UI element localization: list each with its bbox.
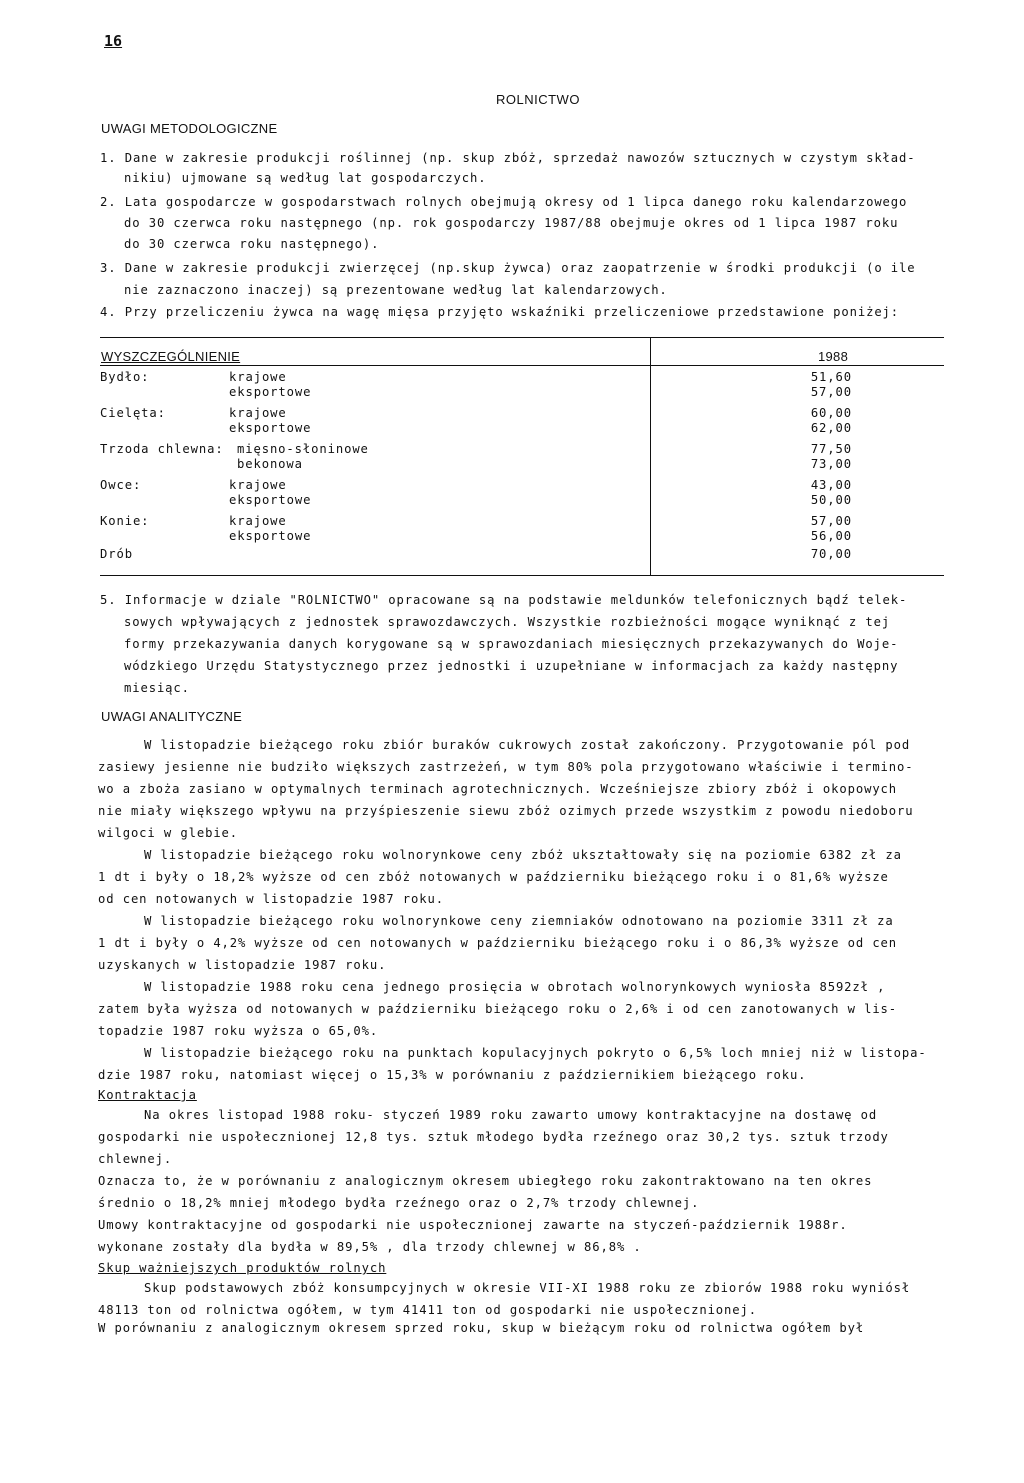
analysis-line: od cen notowanych w listopadzie 1987 roku. — [98, 892, 444, 906]
table-row-subcategory: eksportowe — [229, 421, 312, 435]
table-row-subcategory: krajowe — [229, 478, 287, 492]
table-row-value: 43,00 — [810, 478, 852, 492]
contracting-heading: Kontraktacja — [98, 1088, 197, 1102]
table-row-value: 57,00 — [810, 385, 852, 399]
methodology-line: nikiu) ujmowane są według lat gospodarczych. — [124, 171, 487, 185]
analytical-heading: UWAGI ANALITYCZNE — [101, 709, 243, 724]
table-row-value: 56,00 — [810, 529, 852, 543]
analysis-line: topadzie 1987 roku wyższa o 65,0%. — [98, 1024, 379, 1038]
section-title: ROLNICTWO — [496, 92, 580, 107]
table-row-subcategory: krajowe — [229, 406, 287, 420]
table-row-subcategory: eksportowe — [229, 493, 312, 507]
analysis-line: zatem była wyższa od notowanych w październiku bieżącego roku o 2,6% i od cen zanotowanych w lis- — [98, 1002, 898, 1016]
methodology-heading: UWAGI METODOLOGICZNE — [101, 121, 278, 136]
analysis-line: wilgoci w glebie. — [98, 826, 239, 840]
table-row-value: 77,50 — [810, 442, 852, 456]
purchase-line: W porównaniu z analogicznym okresem sprzed roku, skup w bieżącym roku od rolnictwa ogółem był — [98, 1321, 865, 1335]
analysis-line: 1 dt i były o 18,2% wyższe od cen zbóż notowanych w październiku bieżącego roku i o 81,6% wyższe — [98, 870, 889, 884]
table-row-value: 62,00 — [810, 421, 852, 435]
table-row-category: Bydło: — [100, 370, 150, 384]
methodology-line: 4. Przy przeliczeniu żywca na wagę mięsa przyjęto wskaźniki przeliczeniowe przedstawione poniżej: — [100, 305, 900, 319]
table-row-value: 73,00 — [810, 457, 852, 471]
table-row-value: 70,00 — [810, 547, 852, 561]
table-row-subcategory: eksportowe — [229, 529, 312, 543]
contracting-line: Umowy kontraktacyjne od gospodarki nie uspołecznionej zawarte na styczeń-październik 1988r. — [98, 1218, 848, 1232]
analysis-line: uzyskanych w listopadzie 1987 roku. — [98, 958, 387, 972]
contracting-line: Na okres listopad 1988 roku- styczeń 1989 roku zawarto umowy kontraktacyjne na dostawę od — [144, 1108, 878, 1122]
table-header-label: WYSZCZEGÓLNIENIE — [101, 349, 241, 364]
table-row-subcategory: bekonowa — [237, 457, 303, 471]
analysis-line: W listopadzie bieżącego roku wolnorynkowe ceny zbóż ukształtowały się na poziomie 6382 zł za — [144, 848, 902, 862]
table-bottom-rule — [100, 575, 944, 576]
note-line: wódzkiego Urzędu Statystycznego przez jednostki i uzupełniane w informacjach za każdy następny — [124, 659, 899, 673]
methodology-line: 3. Dane w zakresie produkcji zwierzęcej (np.skup żywca) oraz zaopatrzenie w środki produkcji (o ile — [100, 261, 916, 275]
table-row-category: Cielęta: — [100, 406, 166, 420]
note-line: formy przekazywania danych korygowane są w sprawozdaniach miesięcznych przekazywanych do Woje- — [124, 637, 899, 651]
table-row-category: Owce: — [100, 478, 142, 492]
table-row-category: Drób — [100, 547, 133, 561]
analysis-line: 1 dt i były o 4,2% wyższe od cen notowanych w październiku bieżącego roku i o 86,3% wyższe od cen — [98, 936, 898, 950]
page-number: 16 — [104, 32, 123, 50]
methodology-line: nie zaznaczono inaczej) są prezentowane według lat kalendarzowych. — [124, 283, 668, 297]
analysis-line: zasiewy jesienne nie budziło większych zastrzeżeń, w tym 80% pola przygotowano właściwie i termino- — [98, 760, 914, 774]
table-row-value: 57,00 — [810, 514, 852, 528]
contracting-line: wykonane zostały dla bydła w 89,5% , dla trzody chlewnej w 86,8% . — [98, 1240, 642, 1254]
contracting-line: średnio o 18,2% mniej młodego bydła rzeźnego oraz o 2,7% trzody chlewnej. — [98, 1196, 700, 1210]
analysis-line: W listopadzie 1988 roku cena jednego prosięcia w obrotach wolnorynkowych wyniosła 8592zł , — [144, 980, 886, 994]
table-header-rule — [100, 365, 944, 366]
note-line: 5. Informacje w dziale "ROLNICTWO" opracowane są na podstawie meldunków telefonicznych bądź telek- — [100, 593, 908, 607]
table-top-rule — [100, 337, 944, 338]
methodology-line: do 30 czerwca roku następnego). — [124, 237, 380, 251]
analysis-line: wo a zboża zasiano w optymalnych terminach agrotechnicznych. Wcześniejsze zbiory zbóż i okopowych — [98, 782, 898, 796]
purchase-heading: Skup ważniejszych produktów rolnych — [98, 1261, 387, 1275]
analysis-line: dzie 1987 roku, natomiast więcej o 15,3% w porównaniu z październikiem bieżącego roku. — [98, 1068, 807, 1082]
methodology-line: 2. Lata gospodarcze w gospodarstwach rolnych obejmują okresy od 1 lipca danego roku kalendarzowego — [100, 195, 908, 209]
table-row-category: Trzoda chlewna: — [100, 442, 224, 456]
table-row-value: 51,60 — [810, 370, 852, 384]
table-row-value: 60,00 — [810, 406, 852, 420]
table-row-value: 50,00 — [810, 493, 852, 507]
table-header-year: 1988 — [818, 349, 849, 364]
methodology-line: 1. Dane w zakresie produkcji roślinnej (np. skup zbóż, sprzedaż nawozów sztucznych w czystym skład- — [100, 151, 916, 165]
analysis-line: nie miały większego wpływu na przyśpieszenie siewu zbóż ozimych przede wszystkim z powodu niedoboru — [98, 804, 914, 818]
purchase-line: 48113 ton od rolnictwa ogółem, w tym 41411 ton od gospodarki nie uspołecznionej. — [98, 1303, 757, 1317]
analysis-line: W listopadzie bieżącego roku wolnorynkowe ceny ziemniaków odnotowano na poziomie 3311 zł za — [144, 914, 894, 928]
table-row-subcategory: krajowe — [229, 370, 287, 384]
analysis-line: W listopadzie bieżącego roku na punktach kopulacyjnych pokryto o 6,5% loch mniej niż w listopa- — [144, 1046, 927, 1060]
contracting-line: Oznacza to, że w porównaniu z analogicznym okresem ubiegłego roku zakontraktowano na ten okres — [98, 1174, 873, 1188]
methodology-line: do 30 czerwca roku następnego (np. rok gospodarczy 1987/88 obejmuje okres od 1 lipca 1987 roku — [124, 216, 899, 230]
note-line: miesiąc. — [124, 681, 190, 695]
table-row-subcategory: eksportowe — [229, 385, 312, 399]
contracting-line: gospodarki nie uspołecznionej 12,8 tys. sztuk młodego bydła rzeźnego oraz 30,2 tys. sztuk trzody — [98, 1130, 889, 1144]
table-column-divider — [650, 337, 651, 575]
table-row-subcategory: mięsno-słoninowe — [237, 442, 369, 456]
table-row-category: Konie: — [100, 514, 150, 528]
note-line: sowych wpływających z jednostek sprawozdawczych. Wszystkie rozbieżności mogące wyniknąć z tej — [124, 615, 891, 629]
analysis-line: W listopadzie bieżącego roku zbiór buraków cukrowych został zakończony. Przygotowanie pól pod — [144, 738, 911, 752]
purchase-line: Skup podstawowych zbóż konsumpcyjnych w okresie VII-XI 1988 roku ze zbiorów 1988 roku wyniósł — [144, 1281, 911, 1295]
contracting-line: chlewnej. — [98, 1152, 173, 1166]
table-row-subcategory: krajowe — [229, 514, 287, 528]
